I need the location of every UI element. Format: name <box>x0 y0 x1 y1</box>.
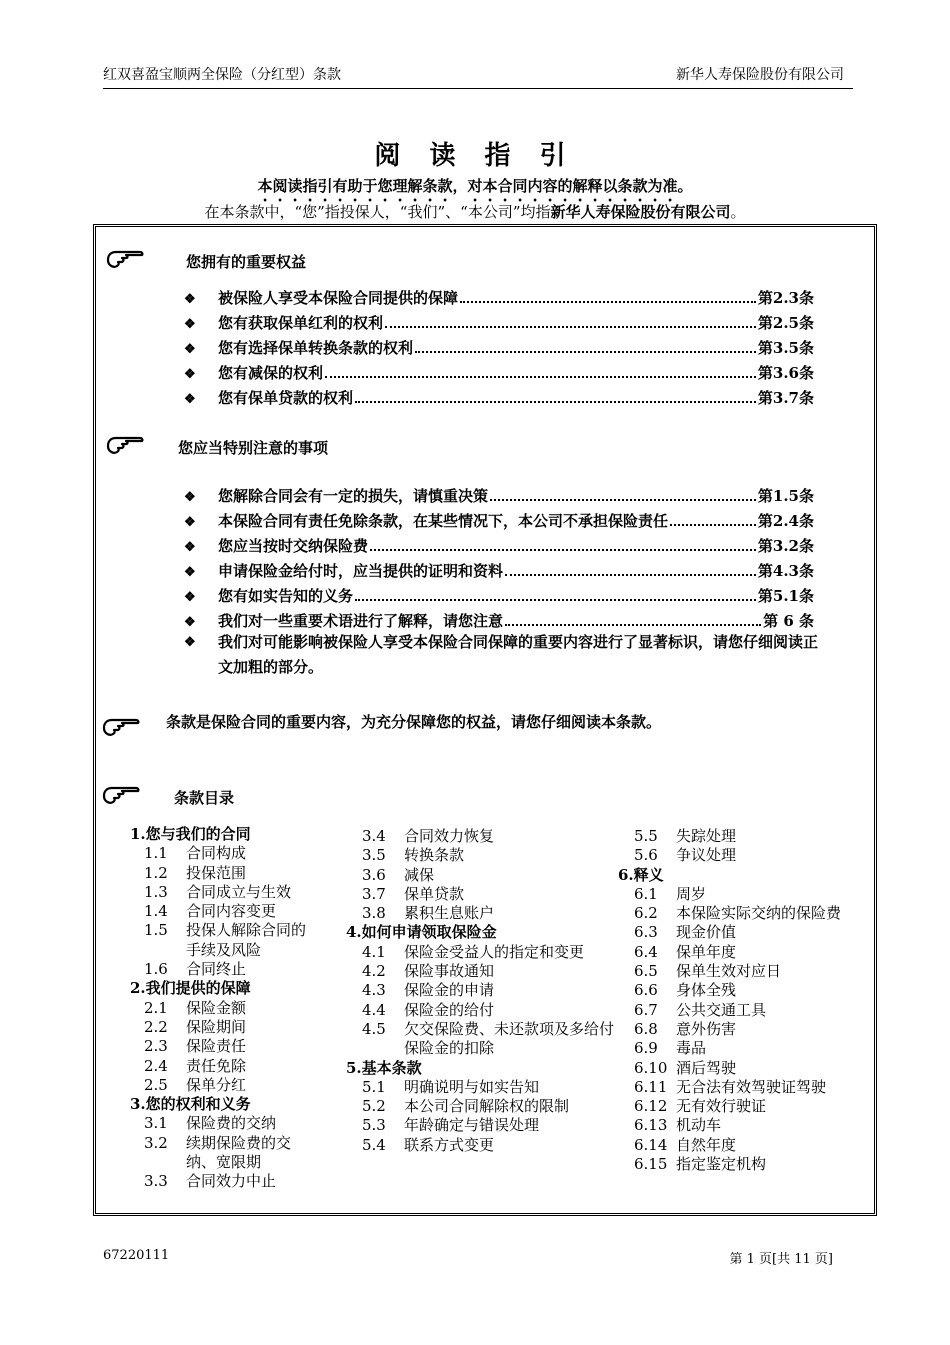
guide-item <box>184 362 814 384</box>
footer-page: 第 1 页[共 11 页] <box>729 1252 833 1267</box>
toc-entry-title: 无有效行驶证 <box>676 1097 767 1116</box>
toc-entry-title: 本公司合同解除权的限制 <box>404 1097 570 1116</box>
guide-item-text: 被保险人享受本保险合同提供的保障 <box>218 289 459 307</box>
toc-chapter: 5.基本条款 <box>346 1058 422 1077</box>
footer-code: 67220111 <box>103 1248 170 1263</box>
toc-entry-title: 投保范围 <box>186 863 247 882</box>
dot-leader <box>460 301 756 303</box>
toc-entry <box>130 1076 320 1095</box>
toc-entry-title: 减保 <box>404 865 435 884</box>
diamond-bullet-icon: ❖ <box>184 490 196 505</box>
toc-entry-number: 6.2 <box>634 904 658 923</box>
toc-entry-number: 6.6 <box>634 981 658 1000</box>
toc-entry-title: 公共交通工具 <box>676 1000 767 1019</box>
toc-entry-title: 保险期间 <box>186 1017 247 1036</box>
guide-item-ref: 第2.4条 <box>757 512 814 530</box>
toc-chapter: 6.释义 <box>618 865 664 884</box>
toc-entry <box>130 1018 320 1037</box>
guide-item-text: 您有选择保单转换条款的权利 <box>218 339 414 357</box>
guide-item-ref: 第2.3条 <box>757 289 814 307</box>
dot-leader <box>355 599 756 601</box>
guide-item-ref: 第1.5条 <box>757 487 814 505</box>
dot-leader <box>355 401 756 403</box>
toc-entry <box>130 1114 320 1133</box>
toc-entry-number: 3.4 <box>362 827 386 845</box>
toc-entry-number: 6.14 <box>634 1135 668 1154</box>
toc-entry <box>130 960 320 979</box>
toc-entry-number: 1.5 <box>144 921 168 940</box>
toc-entry <box>346 1078 621 1097</box>
toc-entry <box>618 943 868 962</box>
toc-entry-number: 5.4 <box>362 1135 386 1154</box>
intro-company: 新华人寿保险股份有限公司 <box>550 203 731 221</box>
toc-entry <box>346 1116 621 1135</box>
attention-section-title: 您应当特别注意的事项 <box>178 439 329 457</box>
toc-entry <box>346 943 621 962</box>
toc-entry-number: 4.4 <box>362 1000 386 1019</box>
toc-entry <box>346 1097 621 1116</box>
toc-entry-title: 合同成立与生效 <box>186 882 292 901</box>
guide-item-ref: 第 6 条 <box>763 612 814 630</box>
toc-entry-title: 保单年度 <box>676 942 737 961</box>
toc-entry-title: 身体全残 <box>676 981 737 1000</box>
toc-entry-number: 2.2 <box>144 1017 168 1036</box>
pointing-hand-icon <box>106 248 146 272</box>
diamond-bullet-icon: ❖ <box>184 367 196 382</box>
header-doc-title: 红双喜盈宝顺两全保险（分红型）条款 <box>103 67 341 83</box>
toc-entry-number: 5.5 <box>634 827 658 845</box>
toc-entry <box>346 1001 621 1020</box>
toc-entry-number: 5.1 <box>362 1077 386 1096</box>
toc-entry <box>618 904 868 923</box>
toc-entry <box>130 1037 320 1056</box>
toc-entry <box>618 1039 868 1058</box>
toc-entry <box>346 846 621 865</box>
toc-entry-title: 本保险实际交纳的保险费 <box>676 904 842 923</box>
toc-entry-title: 年龄确定与错误处理 <box>404 1116 540 1135</box>
guide-item <box>184 585 814 607</box>
diamond-bullet-icon: ❖ <box>184 540 196 555</box>
toc-entry <box>618 1097 868 1116</box>
toc-entry-title: 保险责任 <box>186 1037 247 1056</box>
guide-item-ref: 第3.6条 <box>757 364 814 382</box>
guide-item <box>184 510 814 532</box>
guide-item-text: 本保险合同有责任免除条款，在某些情况下，本公司不承担保险责任 <box>218 512 669 530</box>
toc-entry <box>130 844 320 863</box>
toc-entry-number: 2.3 <box>144 1037 168 1056</box>
toc-column-1 <box>130 825 320 1192</box>
toc-entry-number: 3.7 <box>362 884 386 903</box>
pointing-hand-icon <box>102 784 142 808</box>
dot-leader <box>505 624 761 626</box>
toc-entry-title: 保险费的交纳 <box>186 1114 277 1133</box>
intro-line-2-prefix: 在本条款中，“您”指投保人，“我们”、“本公司”均指 <box>204 203 551 221</box>
toc-entry <box>346 981 621 1000</box>
guide-item <box>184 535 814 557</box>
diamond-bullet-icon: ❖ <box>184 515 196 530</box>
toc-entry-title: 合同效力恢复 <box>404 827 495 845</box>
toc-entry-title: 续期保险费的交纳、宽限期 <box>186 1133 292 1172</box>
toc-entry-title: 无合法有效驾驶证驾驶 <box>676 1077 827 1096</box>
toc-entry-title: 保单贷款 <box>404 884 465 903</box>
toc-entry <box>130 864 320 883</box>
toc-entry-title: 合同内容变更 <box>186 902 277 921</box>
guide-item-text: 申请保险金给付时，应当提供的证明和资料 <box>218 562 504 580</box>
toc-chapter: 3.您的权利和义务 <box>130 1095 251 1114</box>
toc-entry-number: 3.6 <box>362 865 386 884</box>
toc-entry-number: 2.5 <box>144 1075 168 1094</box>
diamond-bullet-icon: ❖ <box>184 392 196 407</box>
toc-entry-number: 6.13 <box>634 1116 668 1135</box>
toc-entry <box>130 1057 320 1076</box>
rights-section-title: 您拥有的重要权益 <box>186 253 307 271</box>
page-title: 阅 读 指 引 <box>374 141 576 171</box>
toc-entry-title: 合同终止 <box>186 960 247 979</box>
guide-item <box>184 610 814 632</box>
toc-entry <box>130 883 320 902</box>
guide-item <box>184 287 814 309</box>
toc-entry <box>618 1136 868 1155</box>
toc-entry <box>618 1116 868 1135</box>
toc-entry-number: 4.2 <box>362 962 386 981</box>
guide-item <box>184 337 814 359</box>
diamond-bullet-icon: ❖ <box>184 565 196 580</box>
dot-leader <box>505 574 756 576</box>
dot-leader <box>385 326 756 328</box>
toc-entry-title: 自然年度 <box>676 1135 737 1154</box>
toc-entry-title: 周岁 <box>676 884 707 903</box>
toc-entry <box>130 921 320 960</box>
toc-entry-number: 3.5 <box>362 846 386 865</box>
intro-line-1-text: 本阅读指引有助于您理解条款，对本合同内容的解释以条款为准。 <box>257 177 693 195</box>
pointing-hand-icon <box>106 434 146 458</box>
toc-entry-number: 1.2 <box>144 863 168 882</box>
toc-entry <box>618 885 868 904</box>
toc-entry-number: 6.7 <box>634 1000 658 1019</box>
toc-entry <box>346 1136 621 1155</box>
toc-entry-number: 6.5 <box>634 962 658 981</box>
toc-entry-number: 6.10 <box>634 1058 668 1077</box>
guide-item <box>184 312 814 334</box>
guide-item-text: 我们对一些重要术语进行了解释，请您注意 <box>218 612 504 630</box>
dot-leader <box>415 351 756 353</box>
toc-chapter: 2.我们提供的保障 <box>130 979 251 998</box>
toc-entry-title: 机动车 <box>676 1116 722 1135</box>
guide-item-ref: 第3.7条 <box>757 389 814 407</box>
toc-entry <box>618 827 868 846</box>
toc-entry-number: 6.15 <box>634 1155 668 1174</box>
toc-entry-number: 3.2 <box>144 1133 168 1152</box>
toc-entry-title: 争议处理 <box>676 846 737 865</box>
toc-entry <box>130 902 320 921</box>
guide-item <box>184 560 814 582</box>
toc-entry-number: 2.4 <box>144 1056 168 1075</box>
toc-entry-number: 5.3 <box>362 1116 386 1135</box>
toc-entry-title: 合同效力中止 <box>186 1172 277 1191</box>
toc-entry-number: 4.5 <box>362 1019 386 1038</box>
guide-item-ref: 第4.3条 <box>757 562 814 580</box>
notice-text: 条款是保险合同的重要内容，为充分保障您的权益，请您仔细阅读本条款。 <box>166 713 662 731</box>
toc-entry <box>346 1020 621 1059</box>
toc-entry-number: 1.3 <box>144 882 168 901</box>
toc-entry-title: 保险金的申请 <box>404 981 495 1000</box>
toc-entry-title: 责任免除 <box>186 1056 247 1075</box>
toc-entry <box>346 885 621 904</box>
toc-column-3 <box>618 827 868 1174</box>
guide-item-text: 您有获取保单红利的权利 <box>218 314 384 332</box>
toc-entry-number: 5.6 <box>634 846 658 865</box>
intro-line-2-suffix: 。 <box>730 203 746 221</box>
toc-entry-title: 保单分红 <box>186 1075 247 1094</box>
toc-entry <box>618 846 868 865</box>
guide-item-ref: 第5.1条 <box>757 587 814 605</box>
toc-chapter: 4.如何申请领取保险金 <box>346 923 497 942</box>
toc-entry-number: 3.1 <box>144 1114 168 1133</box>
toc-entry <box>618 981 868 1000</box>
diamond-bullet-icon: ❖ <box>184 590 196 605</box>
toc-entry-title: 酒后驾驶 <box>676 1058 737 1077</box>
toc-entry-title: 意外伤害 <box>676 1019 737 1038</box>
toc-entry <box>346 866 621 885</box>
guide-item-text: 您有如实告知的义务 <box>218 587 354 605</box>
attention-last-text: 我们对可能影响被保险人享受本保险合同保障的重要内容进行了显著标识，请您仔细阅读正文加粗的部分。 <box>218 633 819 676</box>
toc-entry-title: 失踪处理 <box>676 827 737 845</box>
dot-leader <box>370 549 756 551</box>
toc-entry-number: 6.4 <box>634 942 658 961</box>
toc-entry <box>346 827 621 846</box>
toc-entry <box>618 1155 868 1174</box>
dot-leader <box>490 499 756 501</box>
toc-entry-title: 现金价值 <box>676 923 737 942</box>
guide-item <box>184 387 814 409</box>
header-company: 新华人寿保险股份有限公司 <box>676 67 844 83</box>
toc-entry <box>130 1172 320 1191</box>
toc-entry-number: 3.8 <box>362 904 386 923</box>
guide-item-ref: 第2.5条 <box>757 314 814 332</box>
guide-item-ref: 第3.2条 <box>757 537 814 555</box>
toc-title: 条款目录 <box>174 789 235 807</box>
toc-entry <box>618 962 868 981</box>
toc-entry-number: 4.1 <box>362 942 386 961</box>
guide-item-ref: 第3.5条 <box>757 339 814 357</box>
toc-entry-number: 6.11 <box>634 1077 668 1096</box>
toc-entry-title: 投保人解除合同的手续及风险 <box>186 921 307 959</box>
toc-entry-title: 保险事故通知 <box>404 962 495 981</box>
guide-item-text: 您有减保的权利 <box>218 364 324 382</box>
toc-entry <box>346 962 621 981</box>
toc-entry-number: 6.3 <box>634 923 658 942</box>
toc-entry-title: 转换条款 <box>404 846 465 865</box>
toc-entry <box>618 1020 868 1039</box>
toc-entry <box>618 923 868 942</box>
toc-entry-number: 6.9 <box>634 1039 658 1058</box>
toc-entry-number: 1.1 <box>144 844 168 863</box>
toc-entry-number: 6.12 <box>634 1097 668 1116</box>
diamond-bullet-icon: ❖ <box>184 292 196 307</box>
toc-entry-title: 保险金额 <box>186 998 247 1017</box>
toc-entry-number: 3.3 <box>144 1172 168 1191</box>
toc-entry <box>130 999 320 1018</box>
toc-entry-number: 6.8 <box>634 1019 658 1038</box>
toc-entry <box>346 904 621 923</box>
toc-column-2 <box>346 827 621 1155</box>
toc-entry-number: 2.1 <box>144 998 168 1017</box>
guide-item <box>184 485 814 507</box>
diamond-bullet-icon: ❖ <box>184 342 196 357</box>
diamond-bullet-icon: ❖ <box>184 317 196 332</box>
intro-line-2 <box>0 201 950 222</box>
guide-item-text: 您有保单贷款的权利 <box>218 389 354 407</box>
attention-last-item <box>184 630 824 680</box>
toc-entry-title: 保单生效对应日 <box>676 962 782 981</box>
header-rule <box>103 88 853 89</box>
toc-entry-title: 指定鉴定机构 <box>676 1155 767 1174</box>
toc-entry <box>618 1001 868 1020</box>
toc-entry-title: 联系方式变更 <box>404 1135 495 1154</box>
toc-entry-number: 1.6 <box>144 960 168 979</box>
toc-entry-title: 保险金的给付 <box>404 1000 495 1019</box>
guide-item-text: 您应当按时交纳保险费 <box>218 537 369 555</box>
toc-entry-number: 4.3 <box>362 981 386 1000</box>
toc-entry <box>618 1078 868 1097</box>
toc-entry <box>618 1059 868 1078</box>
diamond-bullet-icon: ❖ <box>184 615 196 630</box>
toc-entry-title: 合同构成 <box>186 844 247 863</box>
toc-entry-title: 毒品 <box>676 1039 707 1058</box>
toc-entry-title: 保险金受益人的指定和变更 <box>404 942 585 961</box>
toc-entry-number: 5.2 <box>362 1097 386 1116</box>
toc-entry-title: 累积生息账户 <box>404 904 495 923</box>
dot-leader <box>670 524 756 526</box>
diamond-bullet-icon: ❖ <box>184 635 196 650</box>
dot-leader <box>325 376 756 378</box>
toc-entry-number: 1.4 <box>144 902 168 921</box>
guide-item-text: 您解除合同会有一定的损失，请慎重决策 <box>218 487 489 505</box>
pointing-hand-icon <box>102 716 142 740</box>
toc-entry <box>130 1134 320 1173</box>
reading-guide-box <box>93 224 877 1216</box>
toc-chapter: 1.您与我们的合同 <box>130 825 251 843</box>
toc-entry-title: 明确说明与如实告知 <box>404 1077 540 1096</box>
toc-entry-title: 欠交保险费、未还款项及多给付保险金的扣除 <box>404 1019 615 1058</box>
toc-entry-number: 6.1 <box>634 884 658 903</box>
